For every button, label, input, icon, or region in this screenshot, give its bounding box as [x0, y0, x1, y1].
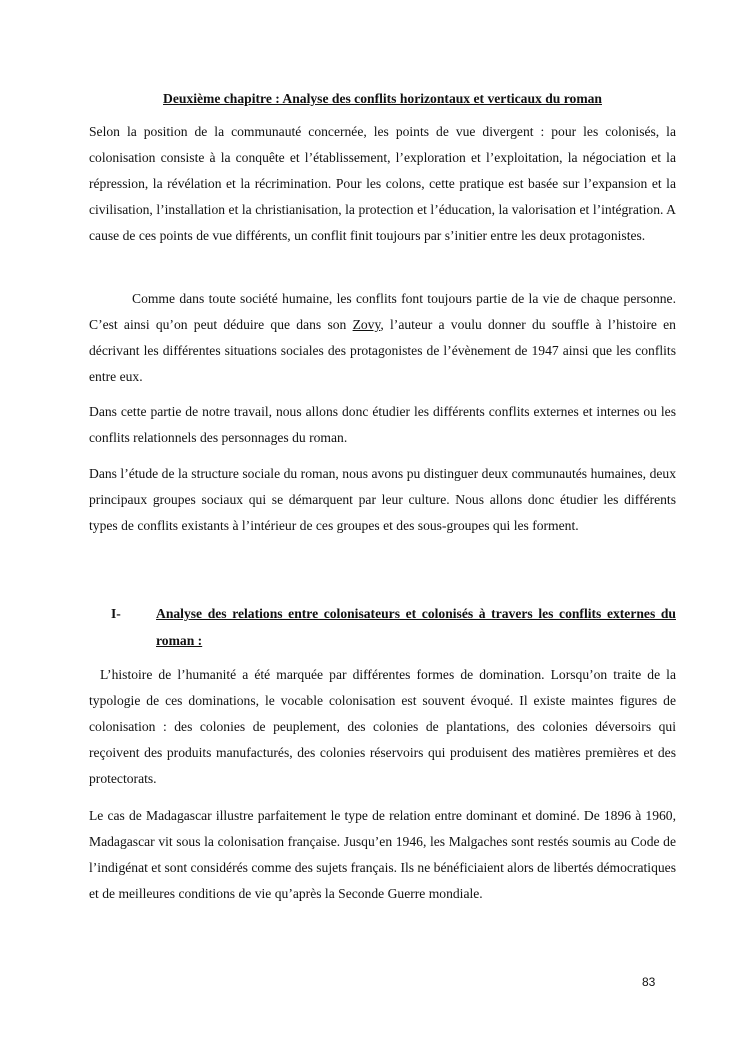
section-title: Analyse des relations entre colonisateurs et colonisés à travers les conflits externes du roman : [156, 606, 676, 648]
book-title-zovy: Zovy [352, 317, 381, 332]
section-number: I- [111, 606, 121, 621]
chapter-title: Deuxième chapitre : Analyse des conflits horizontaux et verticaux du roman [163, 91, 602, 106]
paragraph-conflicts-text-end: , l’auteur a voulu donner du souffle à l’histoire en décrivant les différentes situations sociales des protagonistes de l’évènement de 1947 ainsi que les conflits entre eux. [89, 317, 676, 384]
paragraph-domination: L’histoire de l’humanité a été marquée par différentes formes de domination. Lorsqu’on traite de la typologie de ces dominations, le vocable colonisation est souvent évoqué. Il existe maintes figures de colonisation : des colonies de peuplement, des colonies de plantations, des colonies déversoirs qui reçoivent des produits manufacturés, des colonies réservoirs qui produisent des matières premières et des protectorats. [89, 667, 676, 786]
paragraph-plan: Dans cette partie de notre travail, nous allons donc étudier les différents conflits externes et internes ou les conflits relationnels des personnages du roman. [89, 404, 676, 445]
paragraph-structure: Dans l’étude de la structure sociale du roman, nous avons pu distinguer deux communautés humaines, deux principaux groupes sociaux qui se démarquent par leur culture. Nous allons donc étudier les différents types de conflits existants à l’intérieur de ces groupes et des sous-groupes qui les forment. [89, 466, 676, 533]
paragraph-conflicts-text-start: Comme dans toute société humaine, les conflits font toujours partie de la vie de chaque personne. C’est ainsi qu’on peut déduire que dans son [89, 291, 676, 332]
paragraph-conflicts [89, 286, 676, 390]
page-number: 83 [642, 975, 656, 989]
paragraph-intro: Selon la position de la communauté concernée, les points de vue divergent : pour les colonisés, la colonisation consiste à la conquête et l’établissement, l’exploration et l’exploitation, la négociation et la répression, la révélation et la récrimination. Pour les colons, cette pratique est basée sur l’expansion et la civilisation, l’installation et la christianisation, la protection et l’éducation, la valorisation et l’intégration. A cause de ces points de vue différents, un conflit finit toujours par s’initier entre les deux protagonistes. [89, 124, 676, 243]
paragraph-madagascar: Le cas de Madagascar illustre parfaitement le type de relation entre dominant et dominé. De 1896 à 1960, Madagascar vit sous la colonisation française. Jusqu’en 1946, les Malgaches sont restés soumis au Code de l’indigénat et sont considérés comme des sujets français. Ils ne bénéficiaient alors de libertés démocratiques et de meilleures conditions de vie qu’après la Seconde Guerre mondiale. [89, 808, 676, 901]
